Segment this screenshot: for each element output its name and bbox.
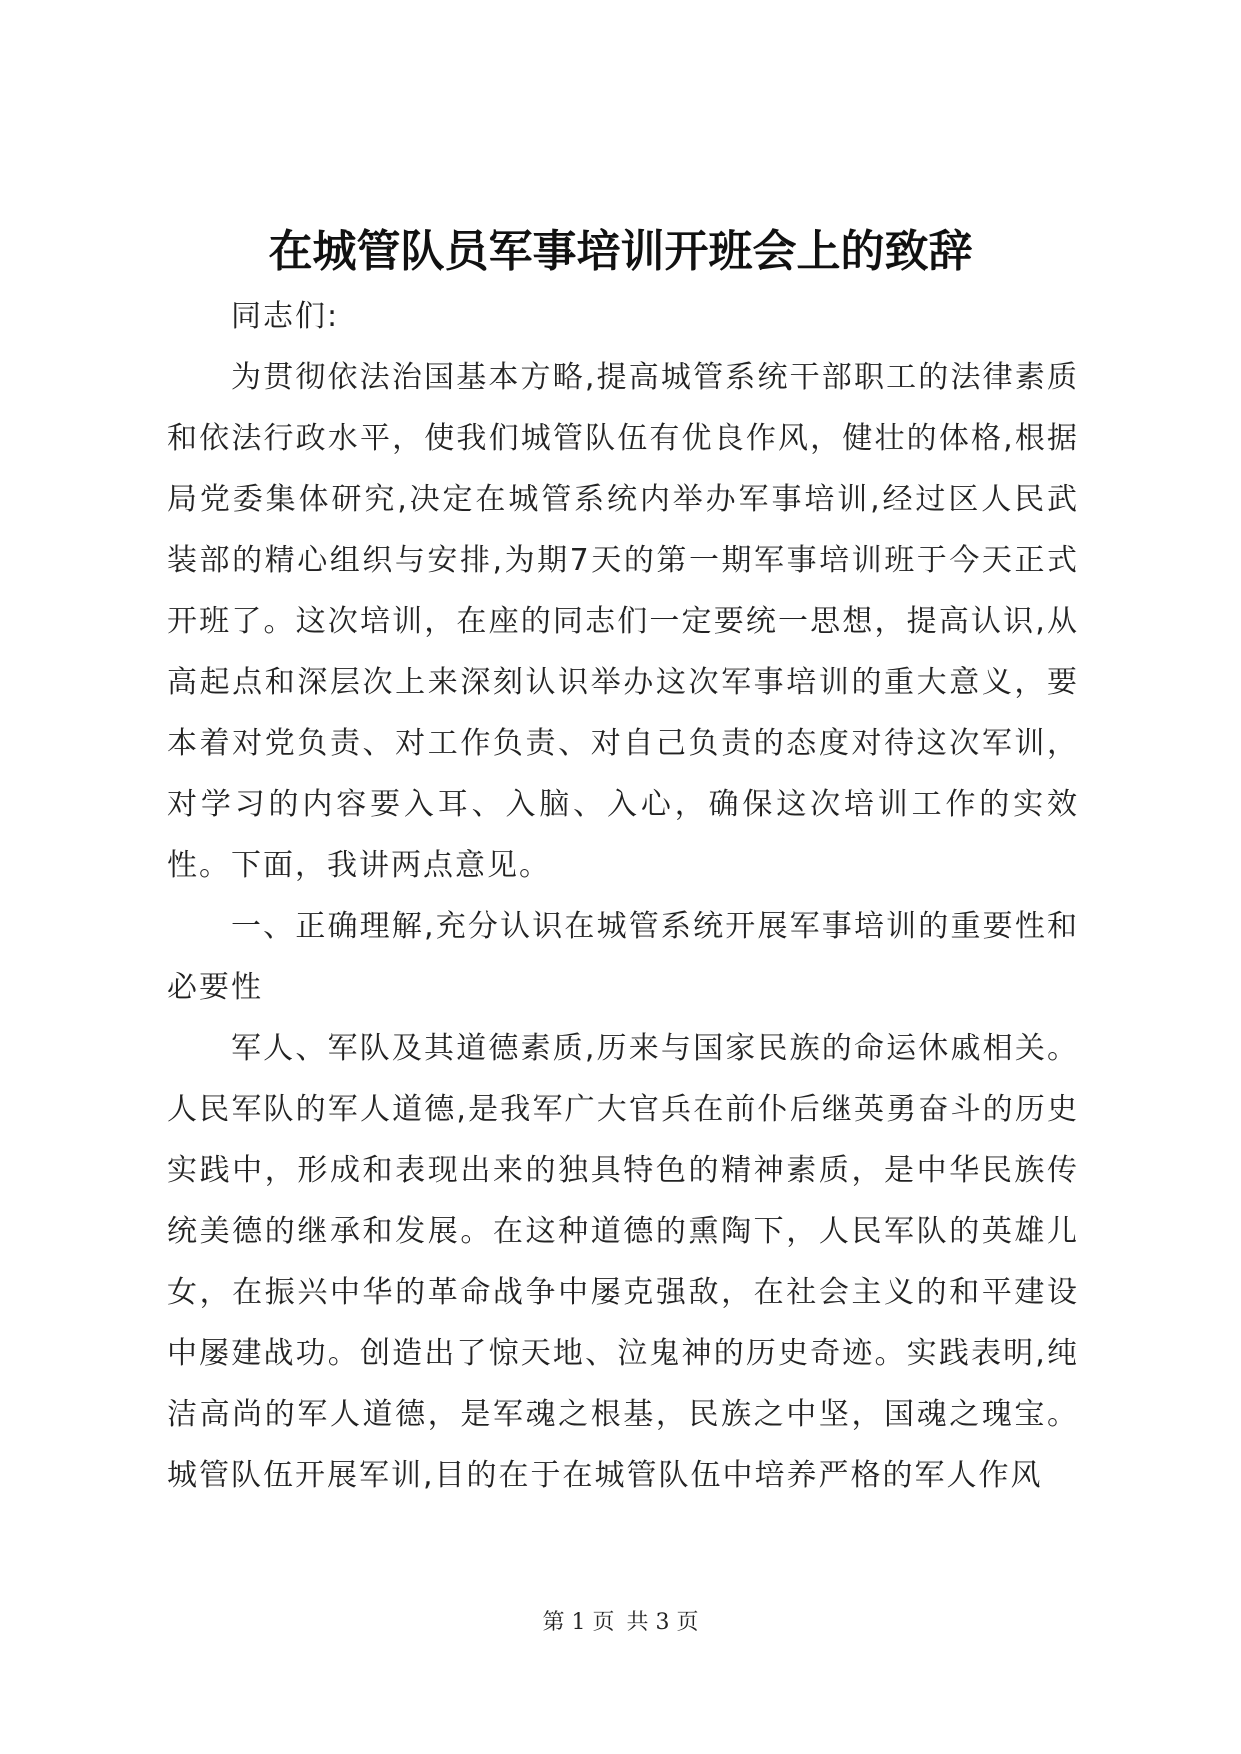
section-heading-1: 一、正确理解,充分认识在城管系统开展军事培训的重要性和必要性 <box>167 909 1079 1005</box>
intro-paragraph: 为贯彻依法治国基本方略,提高城管系统干部职工的法律素质和依法行政水平，使我们城管队伍有优良作风，健壮的体格,根据局党委集体研究,决定在城管系统内举办军事培训,经过区人民武装部的精心组织与安排,为期7天的第一期军事培训班于今天正式开班了。这次培训，在座的同志们一定要统一思想，提高认识,从高起点和深层次上来深刻认识举办这次军事培训的重大意义，要本着对党负责、对工作负责、对自己负责的态度对待这次军训，对学习的内容要入耳、入脑、入心，确保这次培训工作的实效性。下面，我讲两点意见。 <box>167 360 1079 883</box>
page-total: 共 3 页 <box>626 1610 699 1635</box>
salutation-paragraph: 同志们: <box>231 299 340 334</box>
document-title: 在城管队员军事培训开班会上的致辞 <box>268 226 973 277</box>
page-footer <box>0 1608 1241 1638</box>
body-paragraph: 军人、军队及其道德素质,历来与国家民族的命运休戚相关。人民军队的军人道德,是我军广大官兵在前仆后继英勇奋斗的历史实践中，形成和表现出来的独具特色的精神素质，是中华民族传统美德的继承和发展。在这种道德的熏陶下，人民军队的英雄儿女，在振兴中华的革命战争中屡克强敌，在社会主义的和平建设中屡建战功。创造出了惊天地、泣鬼神的历史奇迹。实践表明,纯洁高尚的军人道德，是军魂之根基，民族之中坚，国魂之瑰宝。城管队伍开展军训,目的在于在城管队伍中培养严格的军人作风 <box>167 1031 1079 1493</box>
document-body <box>167 286 1079 1506</box>
page-number: 第 1 页 <box>542 1610 615 1635</box>
